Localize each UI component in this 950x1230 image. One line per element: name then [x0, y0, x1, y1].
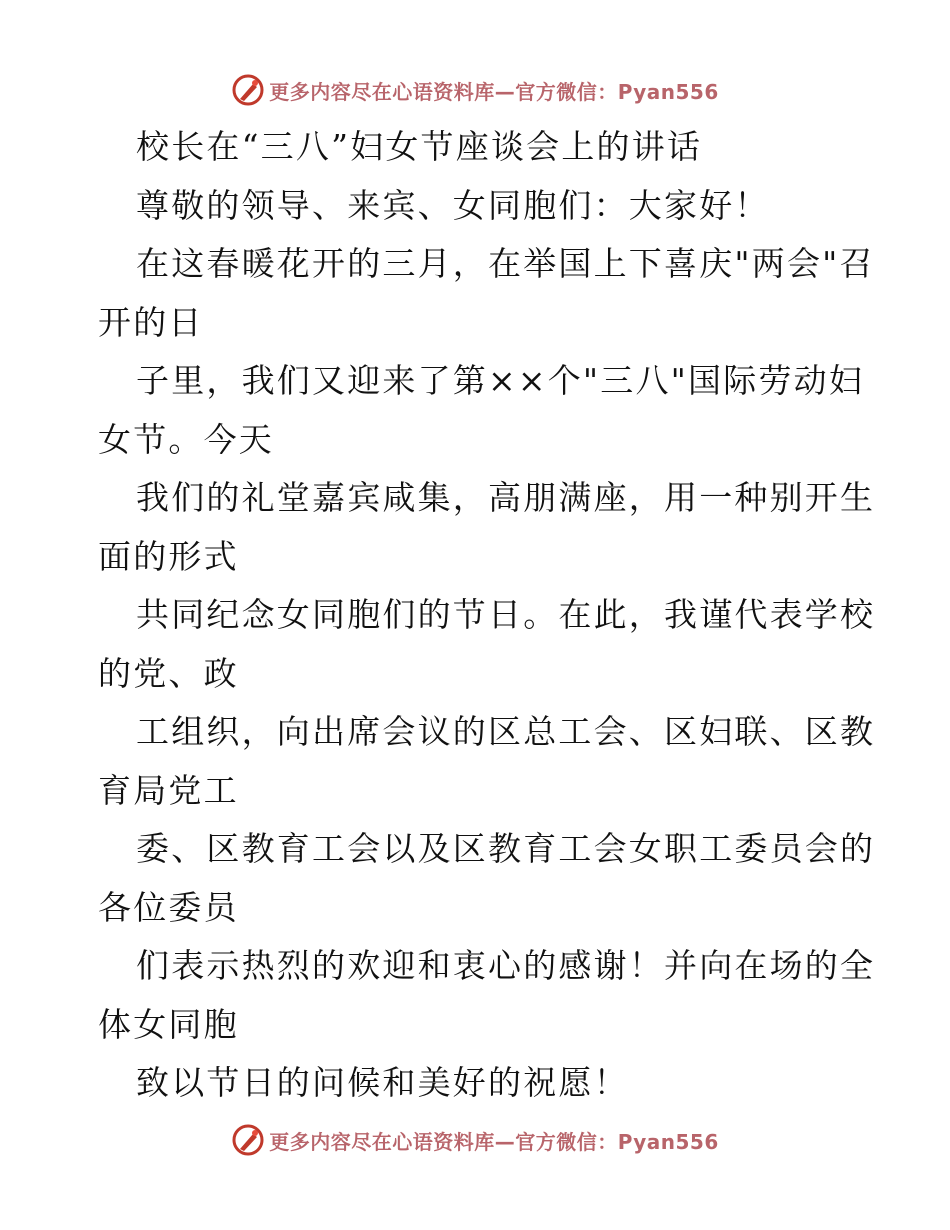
header-banner — [0, 70, 950, 110]
doc-line: 工组织，向出席会议的区总工会、区妇联、区教 — [136, 712, 876, 751]
doc-line: 女节。今天 — [98, 419, 274, 459]
doc-line: 委、区教育工会以及区教育工会女职工委员会的 — [136, 829, 876, 868]
doc-line: 我们的礼堂嘉宾咸集，高朋满座，用一种别开生 — [136, 478, 876, 517]
doc-line: 尊敬的领导、来宾、女同胞们：大家好！ — [136, 185, 770, 225]
footer-banner-text: 更多内容尽在心语资料库—官方微信：Pyan556 — [269, 1129, 719, 1154]
doc-line: 的党、政 — [98, 653, 239, 693]
document-body — [98, 118, 876, 1113]
doc-title: 校长在“三八”妇女节座谈会上的讲话 — [136, 127, 703, 166]
doc-line: 们表示热烈的欢迎和衷心的感谢！并向在场的全 — [136, 946, 876, 985]
header-banner-text: 更多内容尽在心语资料库—官方微信：Pyan556 — [269, 79, 719, 104]
doc-line: 共同纪念女同胞们的节日。在此，我谨代表学校 — [136, 595, 876, 634]
doc-line: 体女同胞 — [98, 1004, 239, 1044]
doc-line: 致以节日的问候和美好的祝愿！ — [136, 1063, 629, 1102]
doc-line: 各位委员 — [98, 887, 239, 927]
footer-banner — [0, 1120, 950, 1160]
doc-line: 在这春暖花开的三月，在举国上下喜庆"两会"召 — [136, 244, 875, 283]
doc-line: 子里，我们又迎来了第××个"三八"国际劳动妇 — [136, 361, 865, 400]
doc-line: 面的形式 — [98, 536, 239, 576]
pen-logo-icon — [231, 1123, 265, 1157]
doc-line: 育局党工 — [98, 770, 239, 810]
doc-line: 开的日 — [98, 302, 204, 342]
pen-logo-icon — [231, 73, 265, 107]
